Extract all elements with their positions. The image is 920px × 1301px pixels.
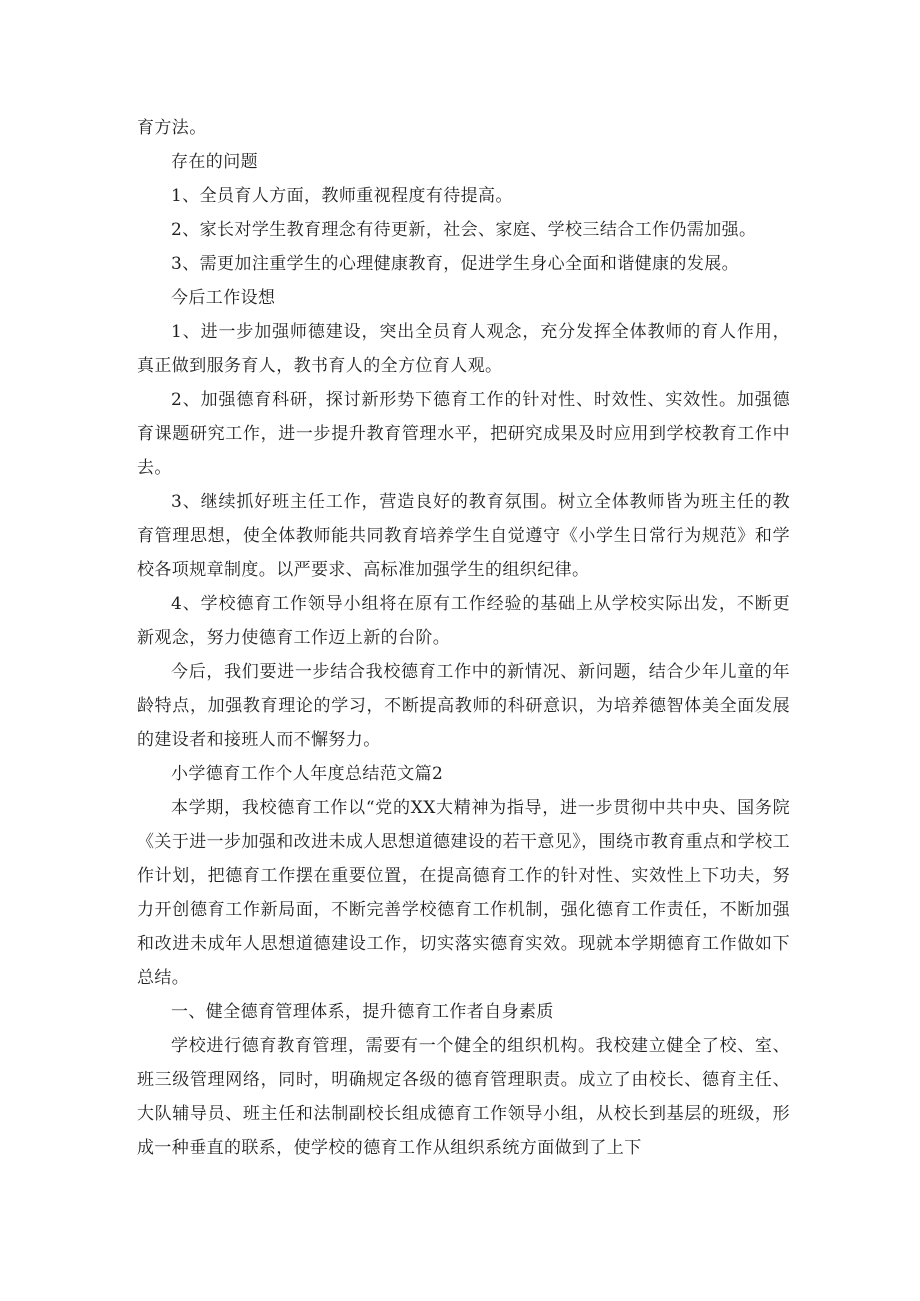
section-heading-1: 一、健全德育管理体系，提升德育工作者自身素质 xyxy=(171,1002,554,1022)
document-body xyxy=(137,111,790,1165)
plan-item-3: 3、继续抓好班主任工作，营造良好的教育氛围。树立全体教师皆为班主任的教育管理思想，使全体教师能共同教育培养学生自觉遵守《小学生日常行为规范》和学校各项规章制度。以严要求、高标准加强学生的组织纪律。 xyxy=(137,492,790,580)
paragraph-continuation: 育方法。 xyxy=(137,118,207,138)
plan-item-4: 4、学校德育工作领导小组将在原有工作经验的基础上从学校实际出发，不断更新观念，努力使德育工作迈上新的台阶。 xyxy=(137,594,790,648)
intro-paragraph: 本学期，我校德育工作以“党的XX大精神为指导，进一步贯彻中共中央、国务院《关于进一步加强和改进未成人思想道德建设的若干意见》，围绕市教育重点和学校工作计划，把德育工作摆在重要位置，在提高德育工作的针对性、实效性上下功夫，努力开创德育工作新局面，不断完善学校德育工作机制，强化德育工作责任，不断加强和改进未成年人思想道德建设工作，切实落实德育实效。现就本学期德育工作做如下总结。 xyxy=(137,798,790,988)
article-title-2: 小学德育工作个人年度总结范文篇2 xyxy=(171,764,444,784)
body-paragraph: 学校进行德育教育管理，需要有一个健全的组织机构。我校建立健全了校、室、班三级管理网络，同时，明确规定各级的德育管理职责。成立了由校长、德育主任、大队辅导员、班主任和法制副校长组成德育工作领导小组，从校长到基层的班级，形成一种垂直的联系，使学校的德育工作从组织系统方面做到了上下 xyxy=(137,1036,790,1158)
problem-item-1: 1、全员育人方面，教师重视程度有待提高。 xyxy=(171,186,513,206)
plan-item-2: 2、加强德育科研，探讨新形势下德育工作的针对性、时效性、实效性。加强德育课题研究工作，进一步提升教育管理水平，把研究成果及时应用到学校教育工作中去。 xyxy=(137,390,790,478)
problem-item-3: 3、需更加注重学生的心理健康教育，促进学生身心全面和谐健康的发展。 xyxy=(171,254,740,274)
problem-item-2: 2、家长对学生教育理念有待更新，社会、家庭、学校三结合工作仍需加强。 xyxy=(171,220,757,240)
plan-item-1: 1、进一步加强师德建设，突出全员育人观念，充分发挥全体教师的育人作用，真正做到服务育人，教书育人的全方位育人观。 xyxy=(137,322,790,376)
section-heading-problems: 存在的问题 xyxy=(171,152,258,172)
section-heading-future-plans: 今后工作设想 xyxy=(171,288,276,308)
closing-paragraph: 今后，我们要进一步结合我校德育工作中的新情况、新问题，结合少年儿童的年龄特点，加强教育理论的学习，不断提高教师的科研意识，为培养德智体美全面发展的建设者和接班人而不懈努力。 xyxy=(137,662,790,750)
